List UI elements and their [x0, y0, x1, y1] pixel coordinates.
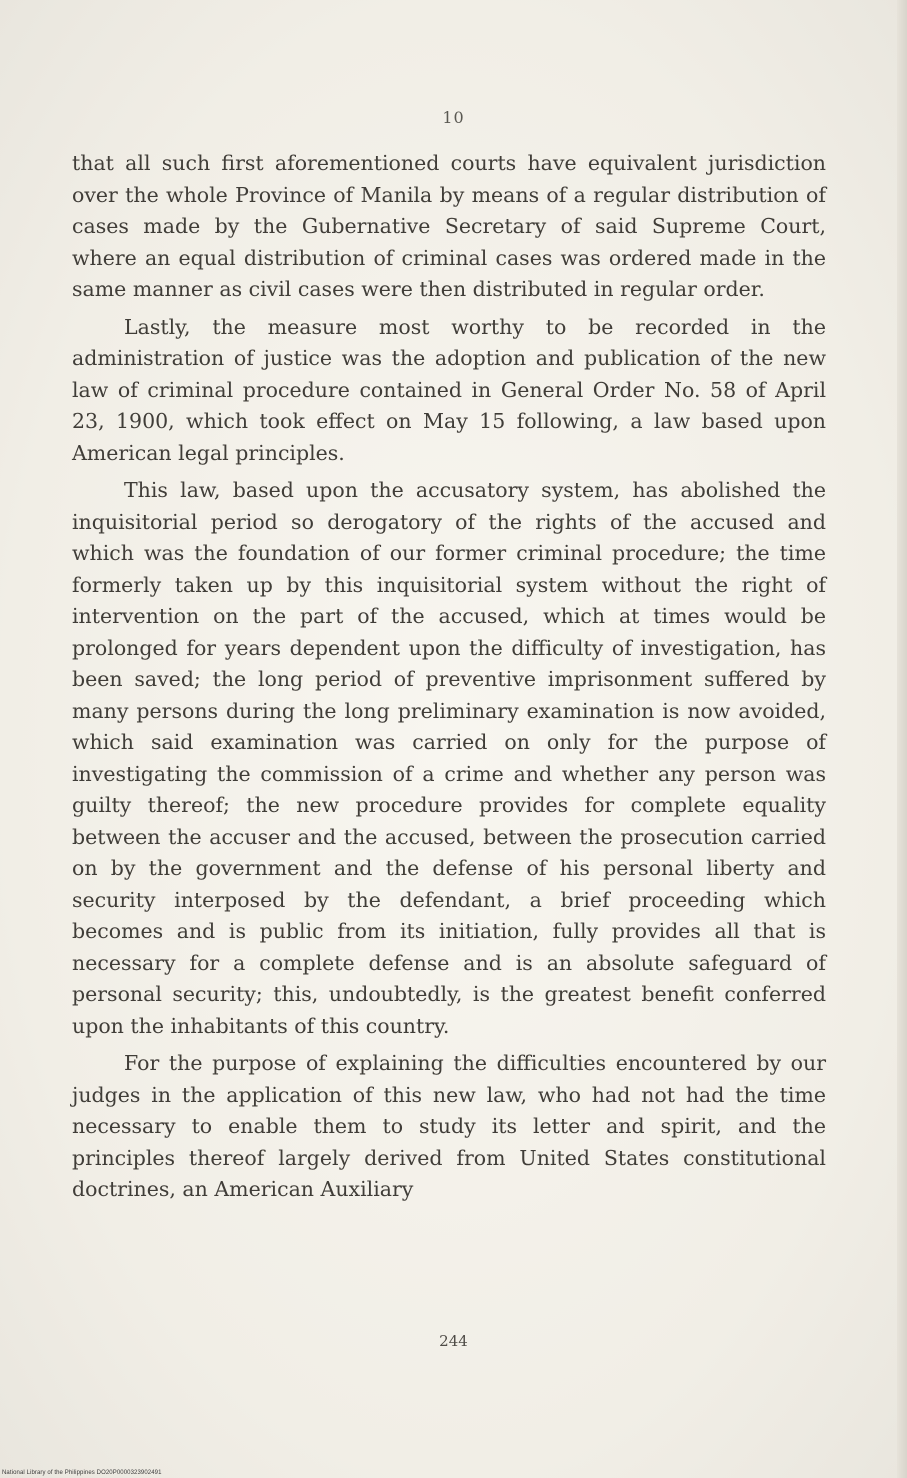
- body-text: [72, 148, 826, 1212]
- paragraph-for-the-purpose: For the purpose of explaining the difficulties encountered by our judges in the application of this new law, who had not had the time necessary to enable them to study its letter and spirit, and the principles thereof largely derived from United States constitutional doctrines, an American Auxiliary: [72, 1051, 826, 1201]
- paragraph-continuation: that all such first aforementioned courts have equivalent jurisdiction over the whole Province of Manila by means of a regular distribution of cases made by the Gubernative Secretary of said Supreme Court, where an equal distribution of criminal cases was ordered made in the same manner as civil cases were then distributed in regular order.: [72, 151, 826, 301]
- bottom-page-number: 244: [439, 1332, 468, 1350]
- page-edge-shadow: [897, 0, 907, 1478]
- top-page-number: 10: [442, 108, 465, 127]
- library-stamp: National Library of the Philippines DO20P0000323902491: [2, 1470, 162, 1476]
- paragraph-lastly: Lastly, the measure most worthy to be recorded in the administration of justice was the adoption and publication of the new law of criminal procedure contained in General Order No. 58 of April 23, 1900, which took effect on May 15 following, a law based upon American legal principles.: [72, 314, 826, 465]
- paragraph-this-law: This law, based upon the accusatory system, has abolished the inquisitorial period so derogatory of the rights of the accused and which was the foundation of our former criminal procedure; the time formerly taken up by this inquisitorial system without the right of intervention on the part of the accused, which at times would be prolonged for years dependent upon the difficulty of investigation, has been saved; the long period of preventive imprisonment suffered by many persons during the long preliminary examination is now avoided, which said examination was carried on only for the purpose of investigating the commission of a crime and whether any person was guilty thereof; the new procedure provides for complete equality between the accuser and the accused, between the prosecution carried on by the government and the defense of his personal liberty and security interposed by the defendant, a brief proceeding which becomes and is public from its initiation, fully provides all that is necessary for a complete defense and is an absolute safeguard of personal security; this, undoubtedly, is the greatest benefit conferred upon the inhabitants of this country.: [72, 478, 826, 1038]
